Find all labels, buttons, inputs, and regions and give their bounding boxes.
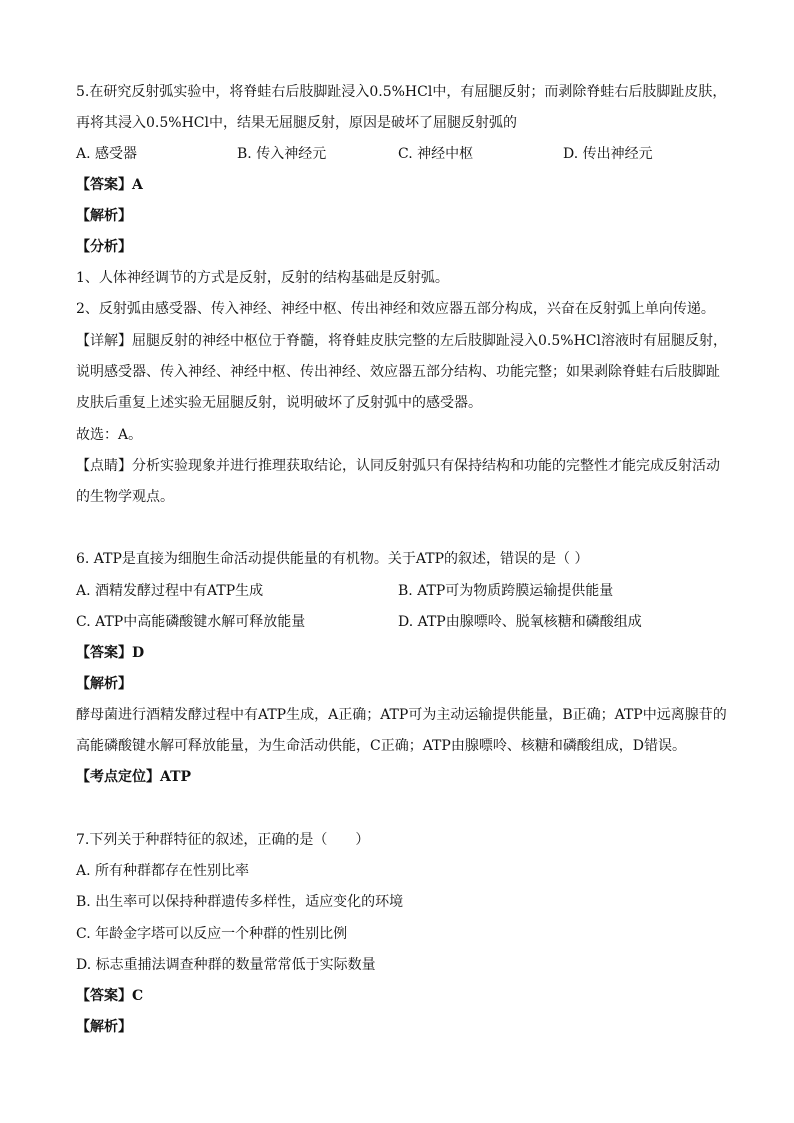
q6-stem: 6. ATP是直接为细胞生命活动提供能量的有机物。关于ATP的叙述，错误的是（ ）: [76, 551, 589, 567]
q6-explain-line1: 酵母菌进行酒精发酵过程中有ATP生成，A正确；ATP可为主动运输提供能量，B正确；ATP中远离腺苷的: [76, 707, 727, 723]
q5-detail-line2: 说明感受器、传入神经、神经中枢、传出神经、效应器五部分结构、功能完整；如果剥除脊蛙右后肢脚趾: [76, 364, 720, 380]
q6-kaodian: 【考点定位】ATP: [76, 769, 192, 785]
q5-option-c: C. 神经中枢: [398, 146, 474, 162]
q7-option-d: D. 标志重捕法调查种群的数量常常低于实际数量: [76, 957, 376, 973]
q7-answer: 【答案】C: [76, 988, 144, 1004]
q6-option-c: C. ATP中高能磷酸键水解可释放能量: [76, 614, 306, 630]
q5-dianjing-line1: 【点睛】分析实验现象并进行推理获取结论，认同反射弧只有保持结构和功能的完整性才能完成反射活动: [76, 458, 720, 474]
q7-option-b: B. 出生率可以保持种群遗传多样性，适应变化的环境: [76, 894, 404, 910]
q6-answer: 【答案】D: [76, 645, 145, 661]
q5-jiexi-heading: 【解析】: [76, 208, 132, 224]
q5-option-b: B. 传入神经元: [237, 146, 327, 162]
q5-answer: 【答案】A: [76, 177, 143, 193]
q5-fenxi-heading: 【分析】: [76, 239, 132, 255]
q5-option-a: A. 感受器: [76, 146, 138, 162]
q5-point2: 2、反射弧由感受器、传入神经、神经中枢、传出神经和效应器五部分构成，兴奋在反射弧上单向传递。: [76, 301, 715, 317]
q7-stem: 7.下列关于种群特征的叙述，正确的是（ ）: [76, 832, 370, 848]
q5-stem-line2: 再将其浸入0.5%HCl中，结果无屈腿反射，原因是破坏了屈腿反射弧的: [76, 115, 517, 131]
q7-option-c: C. 年龄金字塔可以反应一个种群的性别比例: [76, 926, 348, 942]
q5-option-d: D. 传出神经元: [563, 146, 653, 162]
q6-option-d: D. ATP由腺嘌呤、脱氧核糖和磷酸组成: [398, 614, 642, 630]
q6-jiexi-heading: 【解析】: [76, 676, 132, 692]
q5-point1: 1、人体神经调节的方式是反射，反射的结构基础是反射弧。: [76, 270, 449, 286]
q6-explain-line2: 高能磷酸键水解可释放能量，为生命活动供能，C正确；ATP由腺嘌呤、核糖和磷酸组成，D错误。: [76, 738, 687, 754]
q6-option-b: B. ATP可为物质跨膜运输提供能量: [398, 583, 614, 599]
q5-detail-line3: 皮肤后重复上述实验无屈腿反射，说明破坏了反射弧中的感受器。: [76, 395, 482, 411]
q5-detail-line1: 【详解】屈腿反射的神经中枢位于脊髓，将脊蛙皮肤完整的左后肢脚趾浸入0.5%HCl溶液时有屈腿反射，: [76, 333, 727, 349]
q5-choose: 故选：A。: [76, 427, 143, 443]
q6-option-a: A. 酒精发酵过程中有ATP生成: [76, 583, 264, 599]
q5-dianjing-line2: 的生物学观点。: [76, 489, 174, 505]
q5-stem-line1: 5.在研究反射弧实验中，将脊蛙右后肢脚趾浸入0.5%HCl中，有屈腿反射；而剥除脊蛙右后肢脚趾皮肤，: [76, 84, 727, 100]
q7-option-a: A. 所有种群都存在性别比率: [76, 863, 250, 879]
q7-jiexi-heading: 【解析】: [76, 1019, 132, 1035]
